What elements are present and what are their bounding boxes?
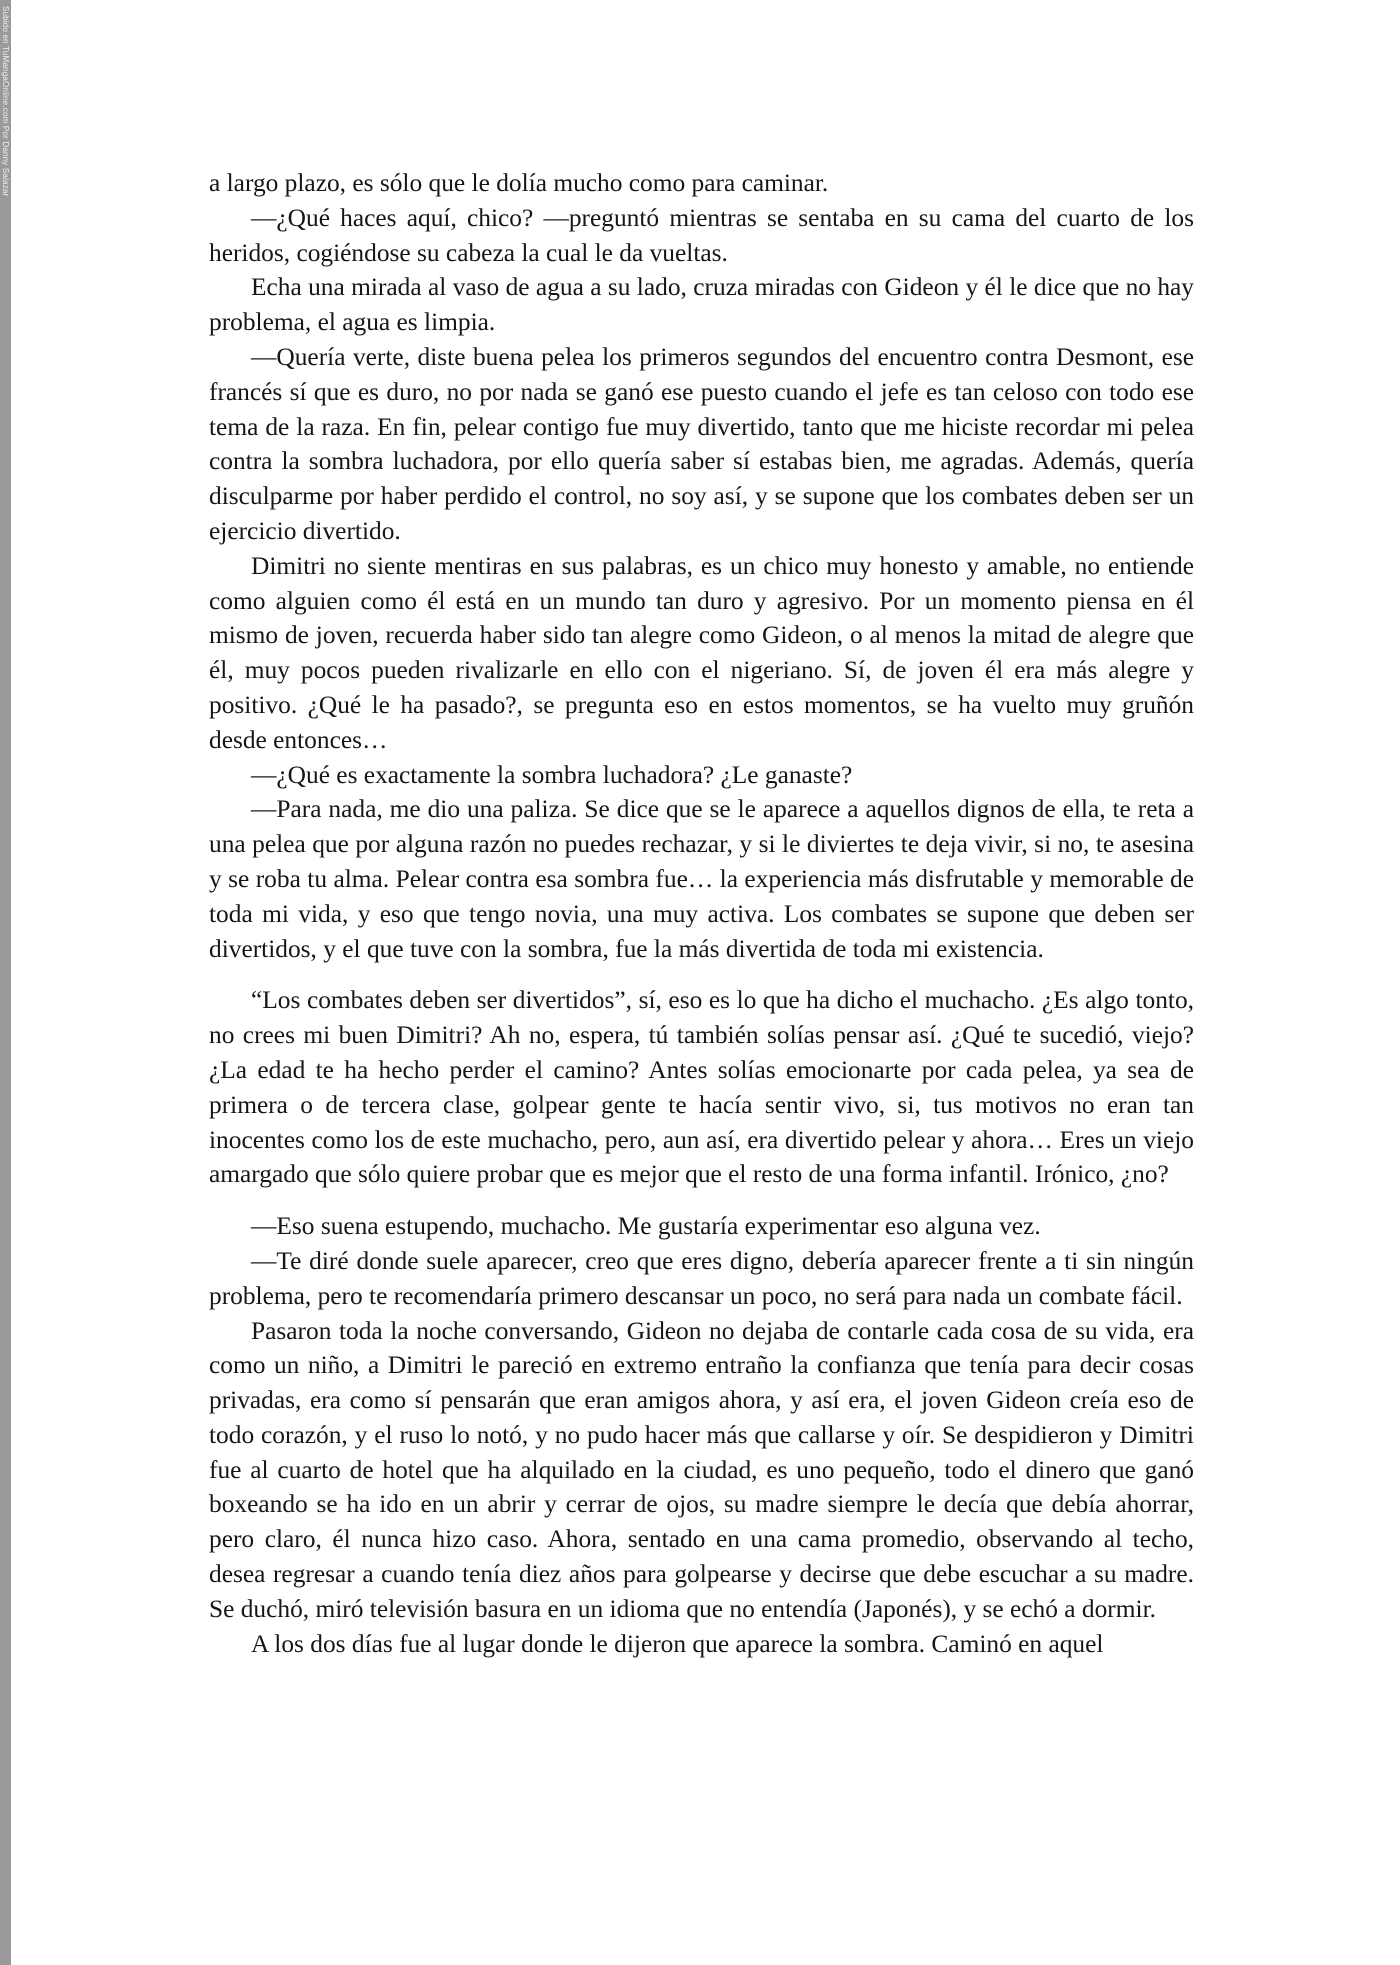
paragraph: —Eso suena estupendo, muchacho. Me gustaría experimentar eso alguna vez. xyxy=(251,1212,1041,1241)
paragraph: —¿Qué haces aquí, chico? —preguntó mientras se sentaba en su cama del cuarto de los heridos, cogiéndose su cabeza la cual le da vueltas. xyxy=(209,203,1194,267)
paragraph: —Para nada, me dio una paliza. Se dice que se le aparece a aquellos dignos de ella, te reta a una pelea que por alguna razón no puedes rechazar, y si le diviertes te deja vivir, si no, te asesina y se roba tu alma. Pelear contra esa sombra fue… la experiencia más disfrutable y memorable de toda mi vida, y eso que tengo novia, una muy activa. Los combates se supone que deben ser divertidos, y el que tuve con la sombra, fue la más divertida de toda mi existencia. xyxy=(209,795,1194,963)
paragraph: Echa una mirada al vaso de agua a su lado, cruza miradas con Gideon y él le dice que no hay problema, el agua es limpia. xyxy=(209,273,1194,337)
paragraph: Pasaron toda la noche conversando, Gideon no dejaba de contarle cada cosa de su vida, era como un niño, a Dimitri le pareció en extremo entraño la confianza que tenía para decir cosas privadas, era como sí pensarán que eran amigos ahora, y así era, el joven Gideon creía eso de todo corazón, y el ruso lo notó, y no pudo hacer más que callarse y oír. Se despidieron y Dimitri fue al cuarto de hotel que ha alquilado en la ciudad, es uno pequeño, todo el dinero que ganó boxeando se ha ido en un abrir y cerrar de ojos, su madre siempre le decía que debía ahorrar, pero claro, él nunca hizo caso. Ahora, sentado en una cama promedio, observando al techo, desea regresar a cuando tenía diez años para golpearse y decirse que debe escuchar a su madre. Se duchó, miró televisión basura en un idioma que no entendía (Japonés), y se echó a dormir. xyxy=(209,1316,1194,1623)
paragraph: —Te diré donde suele aparecer, creo que eres digno, debería aparecer frente a ti sin ningún problema, pero te recomendaría primero descansar un poco, no será para nada un combate fácil. xyxy=(209,1246,1194,1310)
paragraph: a largo plazo, es sólo que le dolía mucho como para caminar. xyxy=(209,169,829,197)
uploader-watermark xyxy=(0,0,11,420)
paragraph: A los dos días fue al lugar donde le dijeron que aparece la sombra. Caminó en aquel xyxy=(251,1629,1104,1658)
paragraph: —¿Qué es exactamente la sombra luchadora? ¿Le ganaste? xyxy=(251,760,853,789)
paragraph: Dimitri no siente mentiras en sus palabras, es un chico muy honesto y amable, no entiende como alguien como él está en un mundo tan duro y agresivo. Por un momento piensa en él mismo de joven, recuerda haber sido tan alegre como Gideon, o al menos la mitad de alegre que él, muy pocos pueden rivalizarle en ello con el nigeriano. Sí, de joven él era más alegre y positivo. ¿Qué le ha pasado?, se pregunta eso en estos momentos, se ha vuelto muy gruñón desde entonces… xyxy=(209,551,1194,754)
watermark-text: Subido en TuMangaOnline.com Por Danny Salazar xyxy=(1,6,10,197)
left-margin-bar xyxy=(0,0,11,1965)
paragraph: —Quería verte, diste buena pelea los primeros segundos del encuentro contra Desmont, ese francés sí que es duro, no por nada se ganó ese puesto cuando el jefe es tan celoso con todo ese tema de la raza. En fin, pelear contigo fue muy divertido, tanto que me hiciste recordar mi pelea contra la sombra luchadora, por ello quería saber sí estabas bien, me agradas. Además, quería disculparme por haber perdido el control, no soy así, y se supone que los combates deben ser un ejercicio divertido. xyxy=(209,342,1194,545)
page-body xyxy=(209,166,1194,1661)
paragraph: “Los combates deben ser divertidos”, sí, eso es lo que ha dicho el muchacho. ¿Es algo tonto, no crees mi buen Dimitri? Ah no, espera, tú también solías pensar así. ¿Qué te sucedió, viejo? ¿La edad te ha hecho perder el camino? Antes solías emocionarte por cada pelea, ya sea de primera o de tercera clase, golpear gente te hacía sentir vivo, si, tus motivos no eran tan inocentes como los de este muchacho, pero, aun así, era divertido pelear y ahora… Eres un viejo amargado que sólo quiere probar que es mejor que el resto de una forma infantil. Irónico, ¿no? xyxy=(209,986,1194,1189)
